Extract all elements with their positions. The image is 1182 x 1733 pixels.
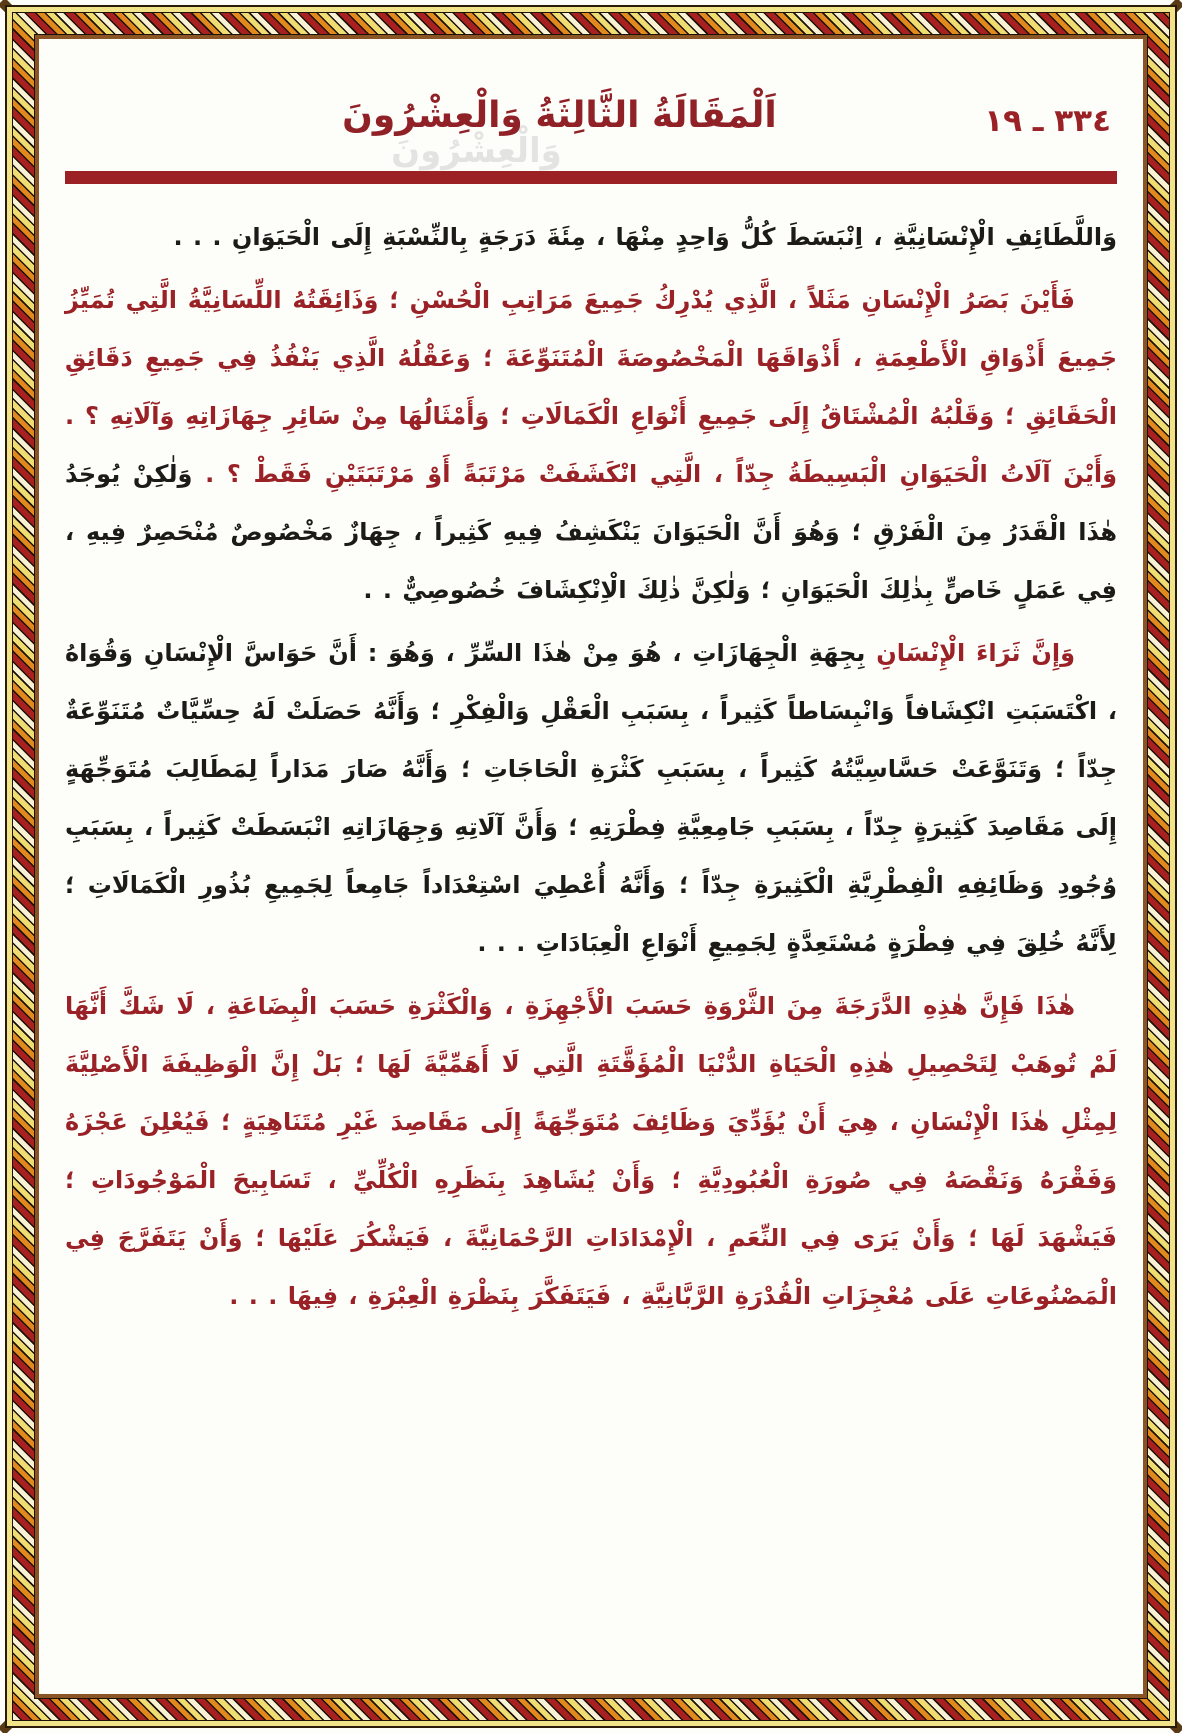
title-print-ghost: وَالْعِشْرُونَ xyxy=(391,131,562,171)
paragraph xyxy=(65,208,1117,266)
page-header xyxy=(65,69,1117,171)
paragraph xyxy=(65,977,1117,1325)
text-segment: هٰذَا فَإِنَّ هٰذِهِ الدَّرَجَةَ مِنَ الثَّرْوَةِ حَسَبَ الْأَجْهِزَةِ ، وَالْكَثْرَةِ حَسَبَ الْبِضَاعَةِ ، لَا شَكَّ أَنَّهَا لَمْ تُوهَبْ لِتَحْصِيلِ هٰذِهِ الْحَيَاةِ الدُّنْيَا الْمُؤَقَّتَةِ الَّتِي لَا أَهَمِّيَّةَ لَهَا ؛ بَلْ إِنَّ الْوَظِيفَةَ الْأَصْلِيَّةَ لِمِثْلِ هٰذَا الْإِنْسَانِ ، هِيَ أَنْ يُؤَدِّيَ وَظَائِفَ مُتَوَجِّهَةً إِلَى مَقَاصِدَ غَيْرِ مُتَنَاهِيَةٍ ؛ فَيُعْلِنَ عَجْزَهُ وَفَقْرَهُ وَنَقْصَهُ فِي صُورَةِ الْعُبُودِيَّةِ ؛ وَأَنْ يُشَاهِدَ بِنَظَرِهِ الْكُلِّيِّ ، تَسَابِيحَ الْمَوْجُودَاتِ ؛ فَيَشْهَدَ لَهَا ؛ وَأَنْ يَرَى فِي النِّعَمِ ، الْإِمْدَادَاتِ الرَّحْمَانِيَّةَ ، فَيَشْكُرَ عَلَيْهَا ؛ وَأَنْ يَتَفَرَّجَ فِي الْمَصْنُوعَاتِ عَلَى مُعْجِزَاتِ الْقُدْرَةِ الرَّبَّانِيَّةِ ، فَيَتَفَكَّرَ بِنَظْرَةِ الْعِبْرَةِ ، فِيهَا . . . xyxy=(65,992,1117,1310)
text-segment: بِجِهَةِ الْجِهَازَاتِ ، هُوَ مِنْ هٰذَا السِّرِّ ، وَهُوَ : أَنَّ حَوَاسَّ الْإِنْسَانِ وَقُوَاهُ ، اكْتَسَبَتِ انْكِشَافاً وَانْبِسَاطاً كَثِيراً ، بِسَبَبِ الْعَقْلِ وَالْفِكْرِ ؛ وَأَنَّهُ حَصَلَتْ لَهُ حِسِّيَّاتٌ مُتَنَوِّعَةٌ جِدّاً ؛ وَتَنَوَّعَتْ حَسَّاسِيَّتُهُ كَثِيراً ، بِسَبَبِ كَثْرَةِ الْحَاجَاتِ ؛ وَأَنَّهُ صَارَ مَدَاراً لِمَطَالِبَ مُتَوَجِّهَةٍ إِلَى مَقَاصِدَ كَثِيرَةٍ جِدّاً ، بِسَبَبِ جَامِعِيَّةِ فِطْرَتِهِ ؛ وَأَنَّ آلَاتِهِ وَجِهَازَاتِهِ انْبَسَطَتْ كَثِيراً ، بِسَبَبِ وُجُودِ وَظَائِفِهِ الْفِطْرِيَّةِ الْكَثِيرَةِ جِدّاً ؛ وَأَنَّهُ أُعْطِيَ اسْتِعْدَاداً جَامِعاً لِجَمِيعِ بُذُورِ الْكَمَالَاتِ ؛ لِأَنَّهُ خُلِقَ فِي فِطْرَةٍ مُسْتَعِدَّةٍ لِجَمِيعِ أَنْوَاعِ الْعِبَادَاتِ . . . xyxy=(65,639,1117,957)
page-content xyxy=(39,39,1143,1694)
text-segment: وَإِنَّ ثَرَاءَ الْإِنْسَانِ xyxy=(865,639,1075,667)
paragraph xyxy=(65,624,1117,972)
decorative-border-edge xyxy=(5,5,1177,1728)
body-text xyxy=(65,208,1117,1325)
page-number: ٣٣٤ ـ ١٩ xyxy=(984,103,1111,139)
decorative-border-brown-strip xyxy=(35,35,1147,1698)
decorative-border-outline xyxy=(12,12,1170,1721)
header-divider xyxy=(65,171,1117,184)
text-segment: وَاللَّطَائِفِ الْإِنْسَانِيَّةِ ، اِنْبَسَطَ كُلُّ وَاحِدٍ مِنْهَا ، مِئَةَ دَرَجَةٍ بِالنِّسْبَةِ إِلَى الْحَيَوَانِ . . . xyxy=(173,223,1117,251)
text-segment: فَأَيْنَ بَصَرُ الْإِنْسَانِ مَثَلاً ، الَّذِي يُدْرِكُ جَمِيعَ مَرَاتِبِ الْحُسْنِ ؛ وَذَائِقَتُهُ اللِّسَانِيَّةُ الَّتِي تُمَيِّزُ جَمِيعَ أَذْوَاقِ الْأَطْعِمَةِ ، أَذْوَاقَهَا الْمَخْصُوصَةَ الْمُتَنَوِّعَةَ ؛ وَعَقْلُهُ الَّذِي يَنْفُذُ فِي جَمِيعِ دَقَائِقِ الْحَقَائِقِ ؛ وَقَلْبُهُ الْمُشْتَاقُ إِلَى جَمِيعِ أَنْوَاعِ الْكَمَالَاتِ ؛ وَأَمْثَالُهَا مِنْ سَائِرِ جِهَازَاتِهِ وَآلَاتِهِ ؟ . وَأَيْنَ آلَاتُ الْحَيَوَانِ الْبَسِيطَةُ جِدّاً ، الَّتِي انْكَشَفَتْ مَرْتَبَةً أَوْ مَرْتَبَتَيْنِ فَقَطْ ؟ . xyxy=(65,286,1118,488)
page-title: اَلْمَقَالَةُ الثَّالِثَةُ وَالْعِشْرُونَ xyxy=(342,95,777,136)
paragraph xyxy=(65,271,1117,619)
text-segment: وَلٰكِنْ يُوجَدُ هٰذَا الْقَدَرُ مِنَ الْفَرْقِ ؛ وَهُوَ أَنَّ الْحَيَوَانَ يَنْكَشِفُ فِيهِ كَثِيراً ، جِهَازٌ مَخْصُوصٌ مُنْحَصِرٌ فِيهِ ، فِي عَمَلٍ خَاصٍّ بِذٰلِكَ الْحَيَوَانِ ؛ وَلٰكِنَّ ذٰلِكَ الْاِنْكِشَافَ خُصُوصِيٌّ . . xyxy=(65,460,1117,604)
decorative-chain-border xyxy=(13,13,1169,1720)
decorative-border-pale-strip xyxy=(7,7,1175,1726)
decorative-border-outline-inner xyxy=(34,34,1148,1699)
